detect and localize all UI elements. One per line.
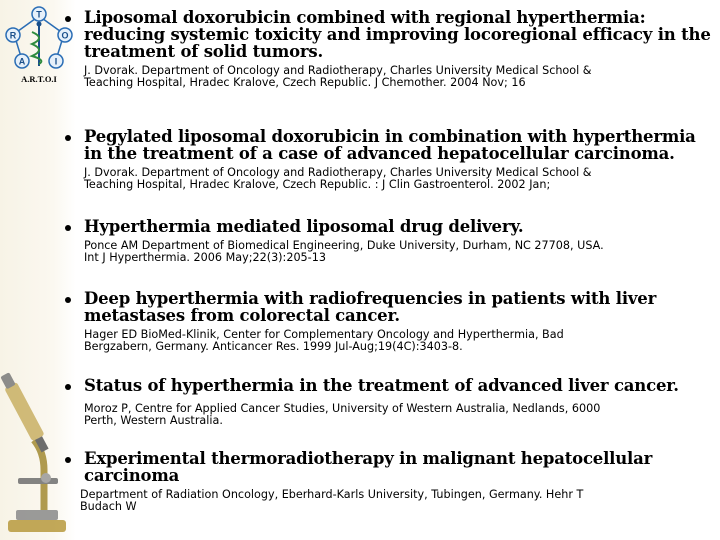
reference-citation bbox=[84, 65, 714, 89]
reference-title: Deep hyperthermia with radiofrequencies in patients with liver metastases from colorectal cancer. bbox=[84, 289, 657, 325]
bullet-icon bbox=[65, 225, 71, 231]
reference-citation bbox=[84, 240, 714, 264]
reference-title: Pegylated liposomal doxorubicin in combination with hyperthermia in the treatment of a case of advanced hepatocellular carcinoma. bbox=[84, 127, 696, 163]
logo-letter-i: I bbox=[54, 56, 58, 67]
bullet-icon bbox=[65, 135, 71, 141]
bullet-icon bbox=[65, 16, 71, 22]
citation-line: Ponce AM Department of Biomedical Engineering, Duke University, Durham, NC 27708, USA. bbox=[84, 239, 604, 252]
reference-entry-5 bbox=[84, 377, 714, 427]
citation-line: J. Dvorak. Department of Oncology and Radiotherapy, Charles University Medical School & bbox=[84, 64, 592, 77]
citation-line: Int J Hyperthermia. 2006 May;22(3):205-13 bbox=[84, 251, 326, 264]
reference-title: Hyperthermia mediated liposomal drug delivery. bbox=[84, 217, 524, 236]
logo-letter-a: A bbox=[18, 56, 26, 67]
citation-line: Department of Radiation Oncology, Eberhard-Karls University, Tubingen, Germany. Hehr T bbox=[80, 488, 584, 501]
citation-line: Bergzabern, Germany. Anticancer Res. 1999 Jul-Aug;19(4C):3403-8. bbox=[84, 340, 463, 353]
logo-letter-t: T bbox=[36, 9, 42, 20]
bullet-icon bbox=[65, 457, 71, 463]
bullet-icon bbox=[65, 297, 71, 303]
logo-letter-r: R bbox=[9, 30, 17, 41]
reference-entry-2 bbox=[84, 128, 714, 191]
reference-title: Status of hyperthermia in the treatment of advanced liver cancer. bbox=[84, 376, 679, 395]
logo-text: A.R.T.O.I bbox=[21, 74, 57, 84]
citation-line: Perth, Western Australia. bbox=[84, 414, 223, 427]
reference-entry-4 bbox=[84, 290, 714, 353]
citation-line: J. Dvorak. Department of Oncology and Radiotherapy, Charles University Medical School & bbox=[84, 166, 592, 179]
reference-citation bbox=[84, 167, 714, 191]
reference-citation bbox=[84, 403, 714, 427]
citation-line: Budach W bbox=[80, 500, 137, 513]
reference-title: Experimental thermoradiotherapy in malignant hepatocellular carcinoma bbox=[84, 449, 653, 485]
reference-entry-3 bbox=[84, 218, 714, 264]
logo-letter-o: O bbox=[61, 30, 69, 41]
reference-title: Liposomal doxorubicin combined with regional hyperthermia: reducing systemic toxicity and improving locoregional efficacy in the treatment of solid tumors. bbox=[84, 8, 711, 61]
reference-citation bbox=[80, 489, 714, 513]
citation-line: Teaching Hospital, Hradec Kralove, Czech Republic. : J Clin Gastroenterol. 2002 Jan; bbox=[84, 178, 551, 191]
reference-entry-6 bbox=[80, 449, 714, 513]
reference-citation bbox=[84, 329, 714, 353]
citation-line: Moroz P, Centre for Applied Cancer Studies, University of Western Australia, Nedlands, 6000 bbox=[84, 402, 601, 415]
citation-line: Teaching Hospital, Hradec Kralove, Czech Republic. J Chemother. 2004 Nov; 16 bbox=[84, 76, 526, 89]
citation-line: Hager ED BioMed-Klinik, Center for Complementary Oncology and Hyperthermia, Bad bbox=[84, 328, 564, 341]
bullet-icon bbox=[65, 384, 71, 390]
reference-entry-1 bbox=[84, 9, 714, 89]
